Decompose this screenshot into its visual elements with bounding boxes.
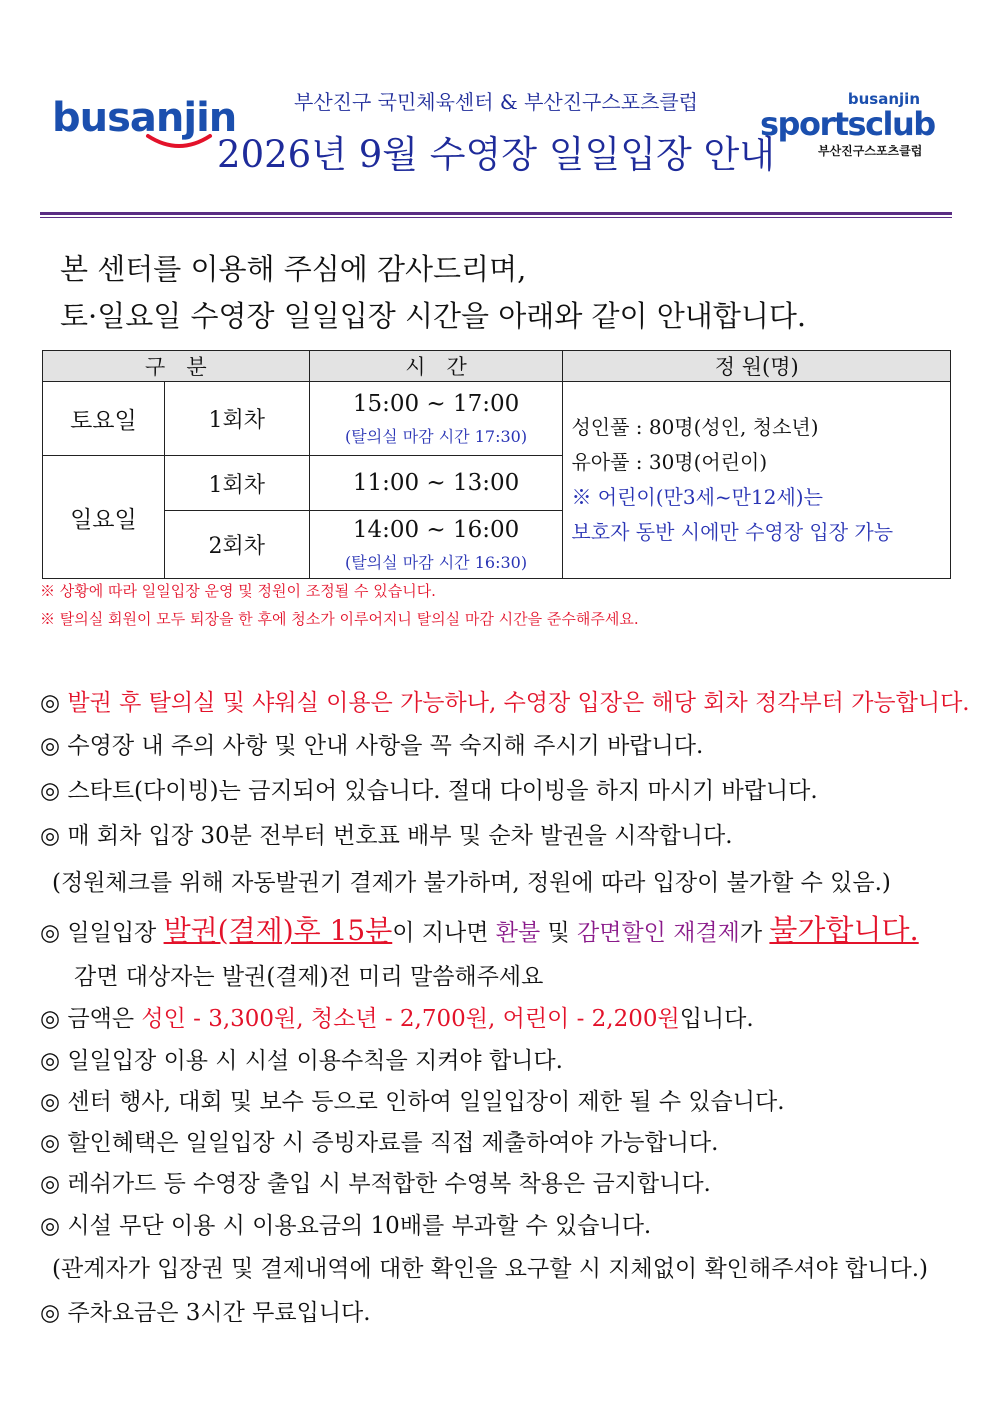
rule-refund-e: 및 xyxy=(547,920,578,946)
note-locker-closing: ※ 탈의실 회원이 모두 퇴장을 한 후에 청소가 이루어지니 탈의실 마감 시간을 준수해주세요. xyxy=(40,610,639,628)
header-capacity: 정 원(명) xyxy=(563,351,951,382)
rule-ticket-number: ◎ 매 회차 입장 30분 전부터 번호표 배부 및 순차 발권을 시작합니다. xyxy=(40,823,733,849)
capacity-notice-1: ※ 어린이(만3세~만12세)는 xyxy=(571,485,823,509)
saturday-time-cell xyxy=(309,382,563,456)
rule-refund-f: 감면할인 xyxy=(577,920,674,946)
rule-price xyxy=(40,1000,754,1033)
rule-price-c: 입니다. xyxy=(679,1006,754,1032)
saturday-time: 15:00 ~ 17:00 xyxy=(352,390,520,417)
saturday-closing-note: (탈의실 마감 시간 17:30) xyxy=(345,427,528,447)
rule-price-values: 성인 - 3,300원, 청소년 - 2,700원, 어린이 - 2,200원 xyxy=(141,1006,680,1032)
organization-line: 부산진구 국민체육센터 & 부산진구스포츠클럽 xyxy=(294,90,698,114)
sunday-closing-note: (탈의실 마감 시간 16:30) xyxy=(345,553,528,573)
rule-parking: ◎ 주차요금은 3시간 무료입니다. xyxy=(40,1300,371,1326)
rule-refund-a: ◎ 일일입장 xyxy=(40,920,164,946)
sportsclub-logo xyxy=(760,92,960,159)
capacity-adult: 성인풀 : 80명(성인, 청소년) xyxy=(571,415,819,439)
sunday-round-2: 2회차 xyxy=(164,511,309,579)
rule-bullet: ◎ xyxy=(40,690,68,716)
sunday-time-2: 14:00 ~ 16:00 xyxy=(352,516,520,543)
rule-ticket-number-sub: (정원체크를 위해 자동발권기 결제가 불가하며, 정원에 따라 입장이 불가할 수 있음.) xyxy=(52,870,891,896)
capacity-notice-2: 보호자 동반 시에만 수영장 입장 가능 xyxy=(571,520,894,544)
table-header-row xyxy=(43,351,951,382)
rule-facility: ◎ 일일입장 이용 시 시설 이용수칙을 지켜야 합니다. xyxy=(40,1048,563,1074)
rule-refund-impossible: 불가합니다. xyxy=(769,913,919,947)
sportsclub-logo-sub: 부산진구스포츠클럽 xyxy=(818,144,923,158)
intro-line-1: 본 센터를 이용해 주심에 감사드리며, xyxy=(60,252,527,286)
capacity-cell xyxy=(563,382,951,579)
rule-refund-c: 이 지나면 xyxy=(392,920,496,946)
rule-events: ◎ 센터 행사, 대회 및 보수 등으로 인하여 일일입장이 제한 될 수 있습니다. xyxy=(40,1089,785,1115)
rule-refund-h: 가 xyxy=(739,920,770,946)
rule-price-a: ◎ 금액은 xyxy=(40,1006,142,1032)
header-time: 시 간 xyxy=(309,351,563,382)
intro-line-2: 토·일요일 수영장 일일입장 시간을 아래와 같이 안내합니다. xyxy=(60,299,807,333)
table-row xyxy=(43,382,951,456)
rule-penalty: ◎ 시설 무단 이용 시 이용요금의 10배를 부과할 수 있습니다. xyxy=(40,1213,652,1239)
header-divider xyxy=(40,212,952,215)
page-title: 2026년 9월 수영장 일일입장 안내 xyxy=(217,133,775,176)
header-divider-thin xyxy=(40,217,952,218)
saturday-round: 1회차 xyxy=(164,382,309,456)
saturday-cell: 토요일 xyxy=(43,382,165,456)
rule-refund-d: 환불 xyxy=(495,920,548,946)
rule-swimsuit: ◎ 레쉬가드 등 수영장 출입 시 부적합한 수영복 착용은 금지합니다. xyxy=(40,1171,711,1197)
rule-discount: ◎ 할인혜택은 일일입장 시 증빙자료를 직접 제출하여야 가능합니다. xyxy=(40,1130,719,1156)
rule-no-diving: ◎ 스타트(다이빙)는 금지되어 있습니다. 절대 다이빙을 하지 마시기 바랍니다. xyxy=(40,778,818,804)
capacity-kids: 유아풀 : 30명(어린이) xyxy=(571,450,768,474)
note-capacity-adjust: ※ 상황에 따라 일일입장 운영 및 정원이 조정될 수 있습니다. xyxy=(40,582,436,600)
rule-refund-g: 재결제 xyxy=(673,920,740,946)
sunday-round-1: 1회차 xyxy=(164,456,309,511)
sportsclub-logo-text: sportsclub xyxy=(760,105,935,143)
rule-entry-time-text: 발권 후 탈의실 및 샤워실 이용은 가능하나, 수영장 입장은 해당 회차 정각부터 가능합니다. xyxy=(67,690,970,716)
rule-refund-highlight: 발권(결제)후 15분 xyxy=(163,914,393,947)
sunday-time-2-cell xyxy=(309,511,563,579)
rule-safety: ◎ 수영장 내 주의 사항 및 안내 사항을 꼭 숙지해 주시기 바랍니다. xyxy=(40,733,704,759)
busanjin-logo-text: busanjin xyxy=(52,95,237,141)
sunday-cell: 일요일 xyxy=(43,456,165,579)
sportsclub-logo-small: busanjin xyxy=(847,90,920,108)
rule-refund xyxy=(40,908,919,949)
schedule-table xyxy=(42,350,951,579)
rule-penalty-sub: (관계자가 입장권 및 결제내역에 대한 확인을 요구할 시 지체없이 확인해주셔야 합니다.) xyxy=(52,1256,928,1282)
header-category: 구 분 xyxy=(43,351,310,382)
sunday-time-1: 11:00 ~ 13:00 xyxy=(309,456,563,511)
rule-entry-time xyxy=(40,684,970,717)
rule-refund-sub: 감면 대상자는 발권(결제)전 미리 말씀해주세요 xyxy=(74,964,544,990)
